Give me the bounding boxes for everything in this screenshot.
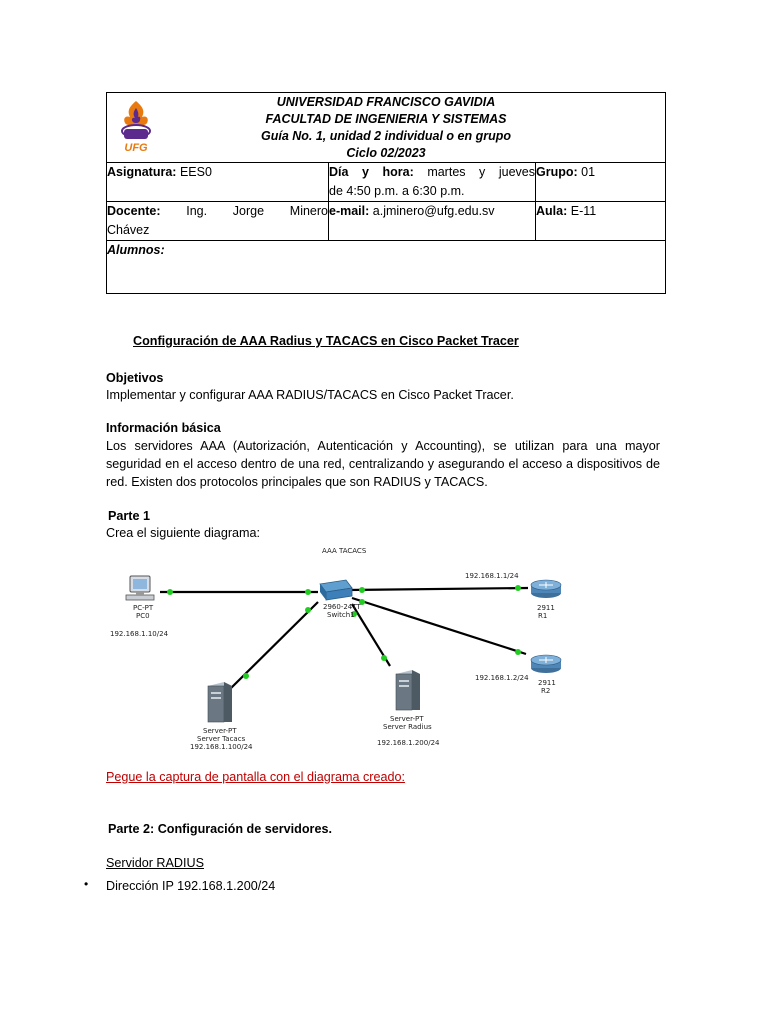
r2-ip: 192.168.1.2/24 bbox=[475, 674, 529, 682]
server-radius-icon bbox=[396, 670, 420, 710]
switch-icon bbox=[320, 580, 352, 600]
router-r2-icon bbox=[531, 655, 561, 673]
radius-ip: 192.168.1.200/24 bbox=[377, 739, 440, 747]
switch-name: Switch1 bbox=[327, 611, 355, 619]
email-cell bbox=[329, 202, 536, 241]
main-title: Configuración de AAA Radius y TACACS en Cisco Packet Tracer bbox=[133, 334, 519, 348]
subject-label: Asignatura: bbox=[107, 165, 177, 179]
faculty-name: FACULTAD DE INGENIERIA Y SISTEMAS bbox=[265, 112, 507, 126]
pc-ip: 192.168.1.10/24 bbox=[110, 630, 169, 638]
bullet-icon: • bbox=[84, 877, 89, 891]
link-switch-tacacs bbox=[227, 602, 318, 692]
students-label: Alumnos: bbox=[107, 243, 165, 257]
email-label: e-mail: bbox=[329, 204, 370, 218]
port-indicators bbox=[167, 585, 521, 679]
university-name: UNIVERSIDAD FRANCISCO GAVIDIA bbox=[276, 95, 496, 109]
server-tacacs-icon bbox=[208, 682, 232, 722]
cycle: Ciclo 02/2023 bbox=[346, 146, 426, 160]
teacher-label: Docente: bbox=[107, 204, 161, 218]
radius-server-heading: Servidor RADIUS bbox=[106, 856, 204, 870]
radius-name: Server Radius bbox=[383, 723, 432, 731]
pc-icon bbox=[126, 576, 154, 600]
objectives-heading: Objetivos bbox=[106, 371, 164, 385]
logo-text: UFG bbox=[124, 142, 148, 154]
r2-name: R2 bbox=[541, 687, 551, 695]
bullet-ip-text: Dirección IP 192.168.1.200/24 bbox=[106, 879, 276, 893]
subject-cell bbox=[107, 163, 329, 202]
tacacs-ip: 192.168.1.100/24 bbox=[190, 743, 253, 751]
guide-title: Guía No. 1, unidad 2 individual o en grupo bbox=[260, 129, 511, 143]
teacher-cell bbox=[107, 202, 329, 241]
students-cell bbox=[107, 241, 666, 294]
paste-instruction: Pegue la captura de pantalla con el diagrama creado: bbox=[106, 770, 405, 784]
radius-type: Server-PT bbox=[390, 715, 424, 723]
part1-heading: Parte 1 bbox=[108, 509, 151, 523]
link-switch-r1 bbox=[348, 588, 528, 590]
tacacs-name: Server Tacacs bbox=[197, 735, 246, 743]
email-value: a.jminero@ufg.edu.sv bbox=[372, 204, 495, 218]
r1-model: 2911 bbox=[537, 604, 555, 612]
header-table bbox=[106, 92, 666, 294]
pc-type: PC-PT bbox=[133, 604, 154, 612]
part2-heading: Parte 2: Configuración de servidores. bbox=[108, 822, 332, 836]
group-label: Grupo: bbox=[536, 165, 578, 179]
day-label: Día y hora: bbox=[329, 165, 414, 179]
switch-type: 2960-24TT bbox=[323, 603, 361, 611]
r1-ip: 192.168.1.1/24 bbox=[465, 572, 519, 580]
teacher-value-line1: Ing. Jorge Minero bbox=[186, 204, 328, 218]
ufg-logo bbox=[115, 99, 157, 155]
r1-name: R1 bbox=[538, 612, 548, 620]
day-value-line2: de 4:50 p.m. a 6:30 p.m. bbox=[329, 184, 465, 198]
pc-name: PC0 bbox=[136, 612, 150, 620]
group-value: 01 bbox=[581, 165, 596, 179]
info-heading: Información básica bbox=[106, 421, 221, 435]
group-cell bbox=[536, 163, 666, 202]
router-r1-icon bbox=[531, 580, 561, 598]
network-diagram bbox=[90, 540, 610, 755]
part1-text: Crea el siguiente diagrama: bbox=[106, 526, 261, 540]
day-value-line1: martes y jueves bbox=[427, 165, 535, 179]
room-value: E-11 bbox=[570, 204, 597, 218]
diagram-title: AAA TACACS bbox=[322, 547, 367, 555]
subject-value: EES0 bbox=[179, 165, 212, 179]
title-cell bbox=[107, 93, 666, 163]
day-cell bbox=[329, 163, 536, 202]
r2-model: 2911 bbox=[538, 679, 556, 687]
tacacs-type: Server-PT bbox=[203, 727, 237, 735]
room-label: Aula: bbox=[536, 204, 568, 218]
info-text: Los servidores AAA (Autorización, Autenticación y Accounting), se utilizan para una mayor seguridad en el acceso dentro de una red, centralizando y asegurando el acceso a dispositivos de red. Existen dos protocolos principales que son RADIUS y TACACS. bbox=[106, 439, 660, 489]
header-titles bbox=[107, 93, 665, 162]
teacher-value-line2: Chávez bbox=[107, 223, 150, 237]
room-cell bbox=[536, 202, 666, 241]
objectives-text: Implementar y configurar AAA RADIUS/TACACS en Cisco Packet Tracer. bbox=[106, 388, 514, 402]
